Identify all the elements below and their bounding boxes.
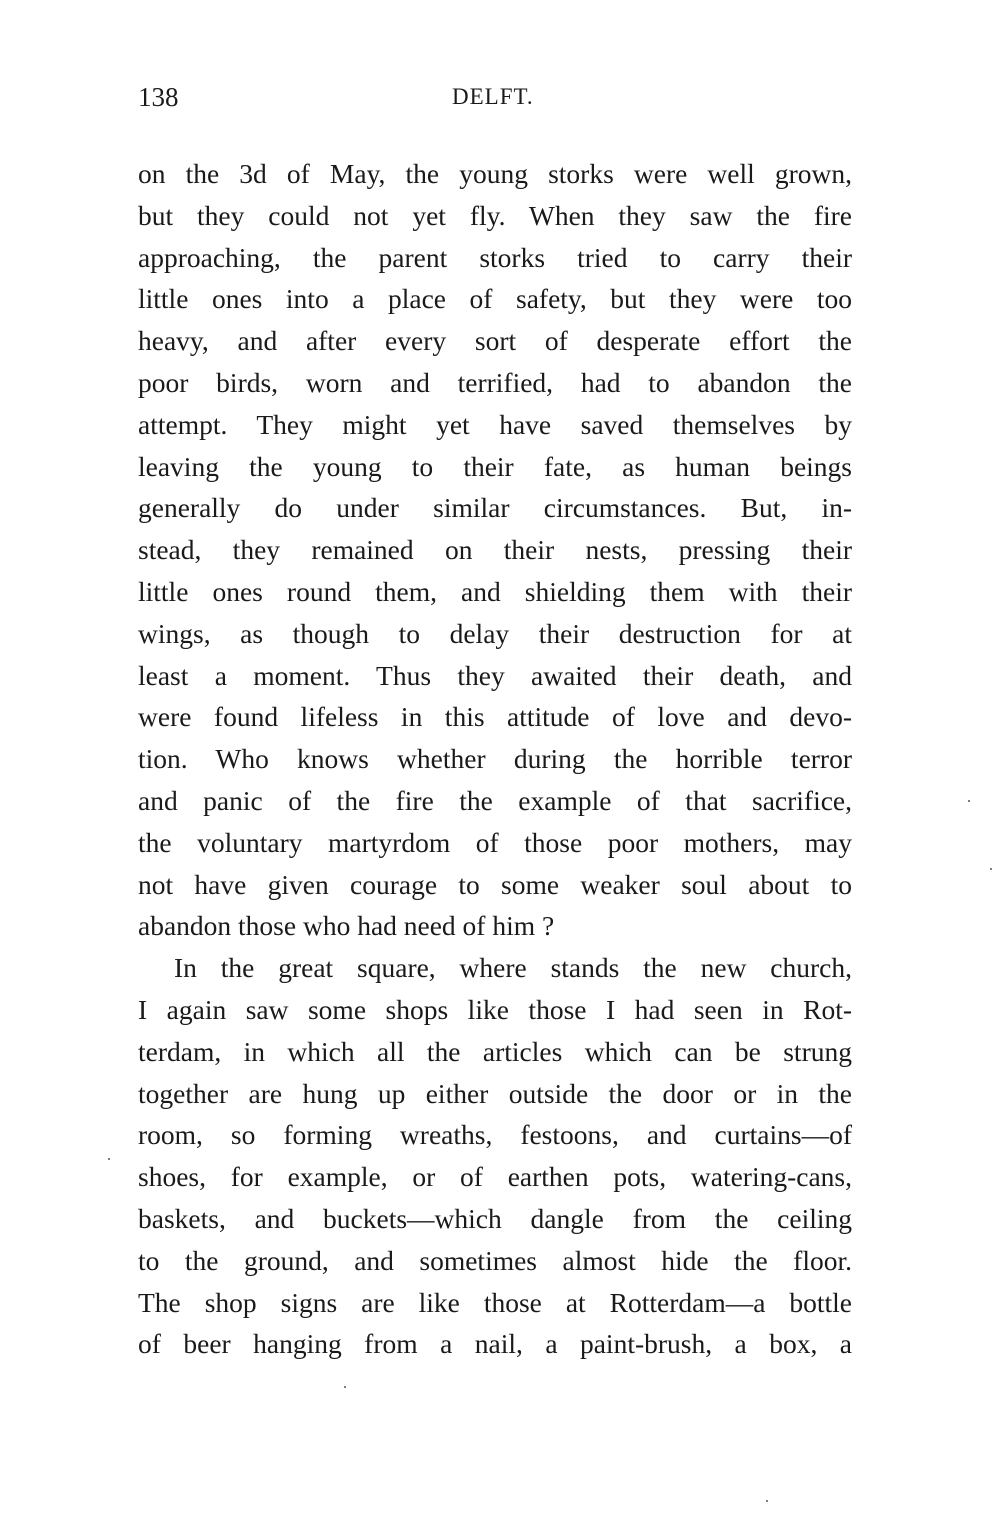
text-line: I again saw some shops like those I had seen in Rot-	[138, 993, 852, 1025]
text-line: the voluntary martyrdom of those poor mothers, may	[138, 826, 852, 858]
running-head	[138, 82, 852, 122]
text-line: little ones into a place of safety, but they were too	[138, 283, 852, 315]
running-title: DELFT.	[452, 84, 534, 109]
text-line: heavy, and after every sort of desperate effort the	[138, 325, 852, 357]
text-line: and panic of the fire the example of that sacrifice,	[138, 784, 852, 816]
text-line: not have given courage to some weaker soul about to	[138, 868, 852, 900]
body-text	[138, 153, 852, 1365]
page-number: 138	[138, 82, 179, 112]
text-line: abandon those who had need of him ?	[138, 910, 555, 942]
text-line: approaching, the parent storks tried to carry their	[138, 241, 852, 273]
text-line: wings, as though to delay their destruction for at	[138, 617, 852, 649]
text-line: room, so forming wreaths, festoons, and curtains—of	[138, 1119, 852, 1151]
text-line: leaving the young to their fate, as human beings	[138, 450, 852, 482]
text-line: were found lifeless in this attitude of love and devo-	[138, 701, 852, 733]
text-line: In the great square, where stands the new church,	[174, 952, 852, 984]
text-line: least a moment. Thus they awaited their death, and	[138, 659, 852, 691]
text-line: together are hung up either outside the door or in the	[138, 1077, 852, 1109]
scan-speck	[990, 868, 992, 870]
scan-speck	[344, 1386, 346, 1388]
text-line: stead, they remained on their nests, pressing their	[138, 534, 852, 566]
text-line: generally do under similar circumstances. But, in-	[138, 492, 852, 524]
text-line: attempt. They might yet have saved themselves by	[138, 408, 852, 440]
text-line: to the ground, and sometimes almost hide the floor.	[138, 1244, 852, 1276]
text-line: but they could not yet fly. When they saw the fire	[138, 199, 852, 231]
text-line: baskets, and buckets—which dangle from the ceiling	[138, 1202, 852, 1234]
scan-speck	[968, 800, 970, 802]
text-line: The shop signs are like those at Rotterdam—a bottle	[138, 1286, 852, 1318]
text-line: shoes, for example, or of earthen pots, watering-cans,	[138, 1161, 852, 1193]
scan-speck	[766, 1500, 768, 1502]
text-line: terdam, in which all the articles which can be strung	[138, 1035, 852, 1067]
text-line: tion. Who knows whether during the horrible terror	[138, 743, 852, 775]
scan-speck	[108, 1158, 110, 1160]
text-line: of beer hanging from a nail, a paint-brush, a box, a	[138, 1328, 852, 1360]
text-line: little ones round them, and shielding them with their	[138, 575, 852, 607]
text-line: poor birds, worn and terrified, had to abandon the	[138, 366, 852, 398]
text-line: on the 3d of May, the young storks were well grown,	[138, 158, 852, 189]
